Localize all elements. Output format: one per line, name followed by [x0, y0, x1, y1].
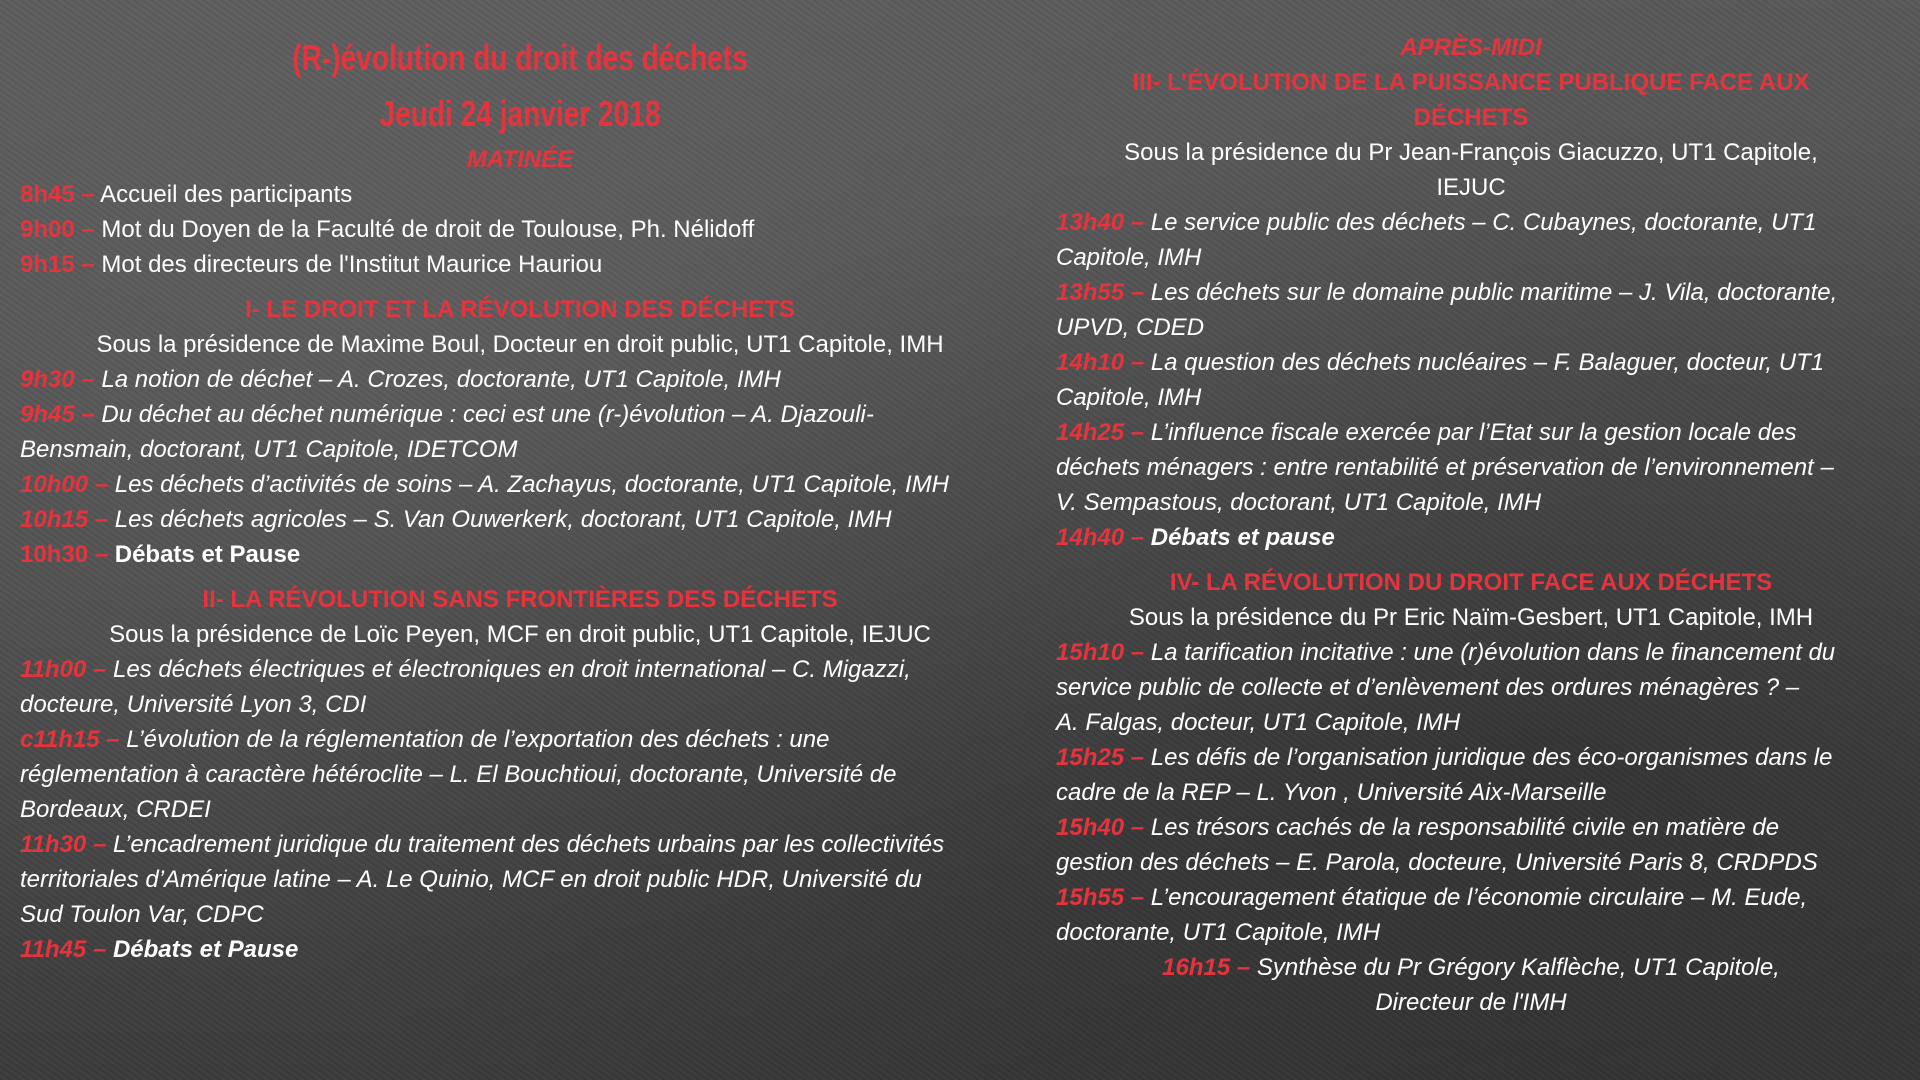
- talk-item-continuation: Sud Toulon Var, CDPC: [20, 901, 264, 928]
- schedule-item: 8h45 – Accueil des participants: [20, 181, 353, 208]
- program-title: (R-)évolution du droit des déchets: [292, 37, 748, 78]
- afternoon-column: [1056, 30, 1886, 1020]
- talk-item-continuation: Capitole, IMH: [1056, 384, 1202, 411]
- session-1-presidence: Sous la présidence de Maxime Boul, Docteur en droit public, UT1 Capitole, IMH: [96, 331, 944, 358]
- talk-item: 9h45 – Du déchet au déchet numérique : ceci est une (r-)évolution – A. Djazouli-: [20, 401, 874, 428]
- program-date: Jeudi 24 janvier 2018: [379, 93, 661, 134]
- session-3-presidence: Sous la présidence du Pr Jean-François Giacuzzo, UT1 Capitole,: [1124, 139, 1818, 166]
- talk-item-continuation: cadre de la REP – L. Yvon , Université Aix-Marseille: [1056, 779, 1607, 806]
- talk-item-continuation: Bordeaux, CRDEI: [20, 796, 211, 823]
- talk-item-continuation: A. Falgas, docteur, UT1 Capitole, IMH: [1056, 709, 1461, 736]
- talk-item-continuation: docteure, Université Lyon 3, CDI: [20, 691, 367, 718]
- talk-item: 15h10 – La tarification incitative : une (r)évolution dans le financement du: [1056, 639, 1836, 666]
- talk-item-continuation: réglementation à caractère hétéroclite – L. El Bouchtioui, doctorante, Université de: [20, 761, 897, 788]
- session-2-title: II- LA RÉVOLUTION SANS FRONTIÈRES DES DÉCHETS: [202, 586, 838, 613]
- talk-item: 13h55 – Les déchets sur le domaine public maritime – J. Vila, doctorante,: [1056, 279, 1838, 306]
- talk-item-continuation: gestion des déchets – E. Parola, docteure, Université Paris 8, CRDPDS: [1056, 849, 1818, 876]
- break-item: 14h40 – Débats et pause: [1056, 524, 1335, 551]
- break-item: 11h45 – Débats et Pause: [20, 936, 299, 963]
- schedule-item: 9h15 – Mot des directeurs de l'Institut Maurice Hauriou: [20, 251, 603, 278]
- synthese-item-continuation: Directeur de l'IMH: [1375, 989, 1567, 1016]
- talk-item: 15h55 – L’encouragement étatique de l’économie circulaire – M. Eude,: [1056, 884, 1808, 911]
- afternoon-label: APRÈS-MIDI: [1400, 34, 1542, 61]
- session-3-title-cont: DÉCHETS: [1413, 104, 1529, 131]
- talk-item-continuation: V. Sempastous, doctorant, UT1 Capitole, IMH: [1056, 489, 1542, 516]
- session-2-presidence: Sous la présidence de Loïc Peyen, MCF en droit public, UT1 Capitole, IEJUC: [109, 621, 931, 648]
- talk-item: 14h25 – L’influence fiscale exercée par l’Etat sur la gestion locale des: [1056, 419, 1797, 446]
- talk-item: 14h10 – La question des déchets nucléaires – F. Balaguer, docteur, UT1: [1056, 349, 1825, 376]
- session-4-presidence: Sous la présidence du Pr Eric Naïm-Gesbert, UT1 Capitole, IMH: [1128, 604, 1814, 631]
- talk-item: 15h40 – Les trésors cachés de la responsabilité civile en matière de: [1056, 814, 1780, 841]
- talk-item-continuation: Capitole, IMH: [1056, 244, 1202, 271]
- talk-item-continuation: territoriales d’Amérique latine – A. Le Quinio, MCF en droit public HDR, Université du: [20, 866, 922, 893]
- synthese-item: 16h15 – Synthèse du Pr Grégory Kalflèche, UT1 Capitole,: [1162, 954, 1780, 981]
- session-3-title: III- L’ÉVOLUTION DE LA PUISSANCE PUBLIQUE FACE AUX: [1132, 69, 1810, 96]
- talk-item: 11h30 – L’encadrement juridique du traitement des déchets urbains par les collectivités: [20, 831, 945, 858]
- talk-item: c11h15 – L’évolution de la réglementation de l’exportation des déchets : une: [20, 726, 830, 753]
- talk-item: 9h30 – La notion de déchet – A. Crozes, doctorante, UT1 Capitole, IMH: [20, 366, 781, 393]
- morning-label: MATINÉE: [466, 146, 574, 173]
- break-item: 10h30 – Débats et Pause: [20, 541, 301, 568]
- talk-item-continuation: Bensmain, doctorant, UT1 Capitole, IDETCOM: [20, 436, 518, 463]
- talk-item: 15h25 – Les défis de l’organisation juridique des éco-organismes dans le: [1056, 744, 1833, 771]
- session-3-presidence-cont: IEJUC: [1436, 174, 1506, 201]
- morning-column: [20, 30, 1020, 967]
- session-1-title: I- LE DROIT ET LA RÉVOLUTION DES DÉCHETS: [245, 296, 795, 323]
- session-4-title: IV- LA RÉVOLUTION DU DROIT FACE AUX DÉCHETS: [1169, 569, 1773, 596]
- talk-item: 10h00 – Les déchets d’activités de soins – A. Zachayus, doctorante, UT1 Capitole, IMH: [20, 471, 949, 498]
- talk-item-continuation: déchets ménagers : entre rentabilité et préservation de l’environnement –: [1056, 454, 1834, 481]
- talk-item-continuation: doctorante, UT1 Capitole, IMH: [1056, 919, 1381, 946]
- talk-item: 13h40 – Le service public des déchets – C. Cubaynes, doctorante, UT1: [1056, 209, 1817, 236]
- schedule-item: 9h00 – Mot du Doyen de la Faculté de droit de Toulouse, Ph. Nélidoff: [20, 216, 755, 243]
- talk-item: 11h00 – Les déchets électriques et électroniques en droit international – C. Migazzi,: [20, 656, 911, 683]
- talk-item: 10h15 – Les déchets agricoles – S. Van Ouwerkerk, doctorant, UT1 Capitole, IMH: [20, 506, 892, 533]
- talk-item-continuation: UPVD, CDED: [1056, 314, 1205, 341]
- talk-item-continuation: service public de collecte et d’enlèvement des ordures ménagères ? –: [1056, 674, 1800, 701]
